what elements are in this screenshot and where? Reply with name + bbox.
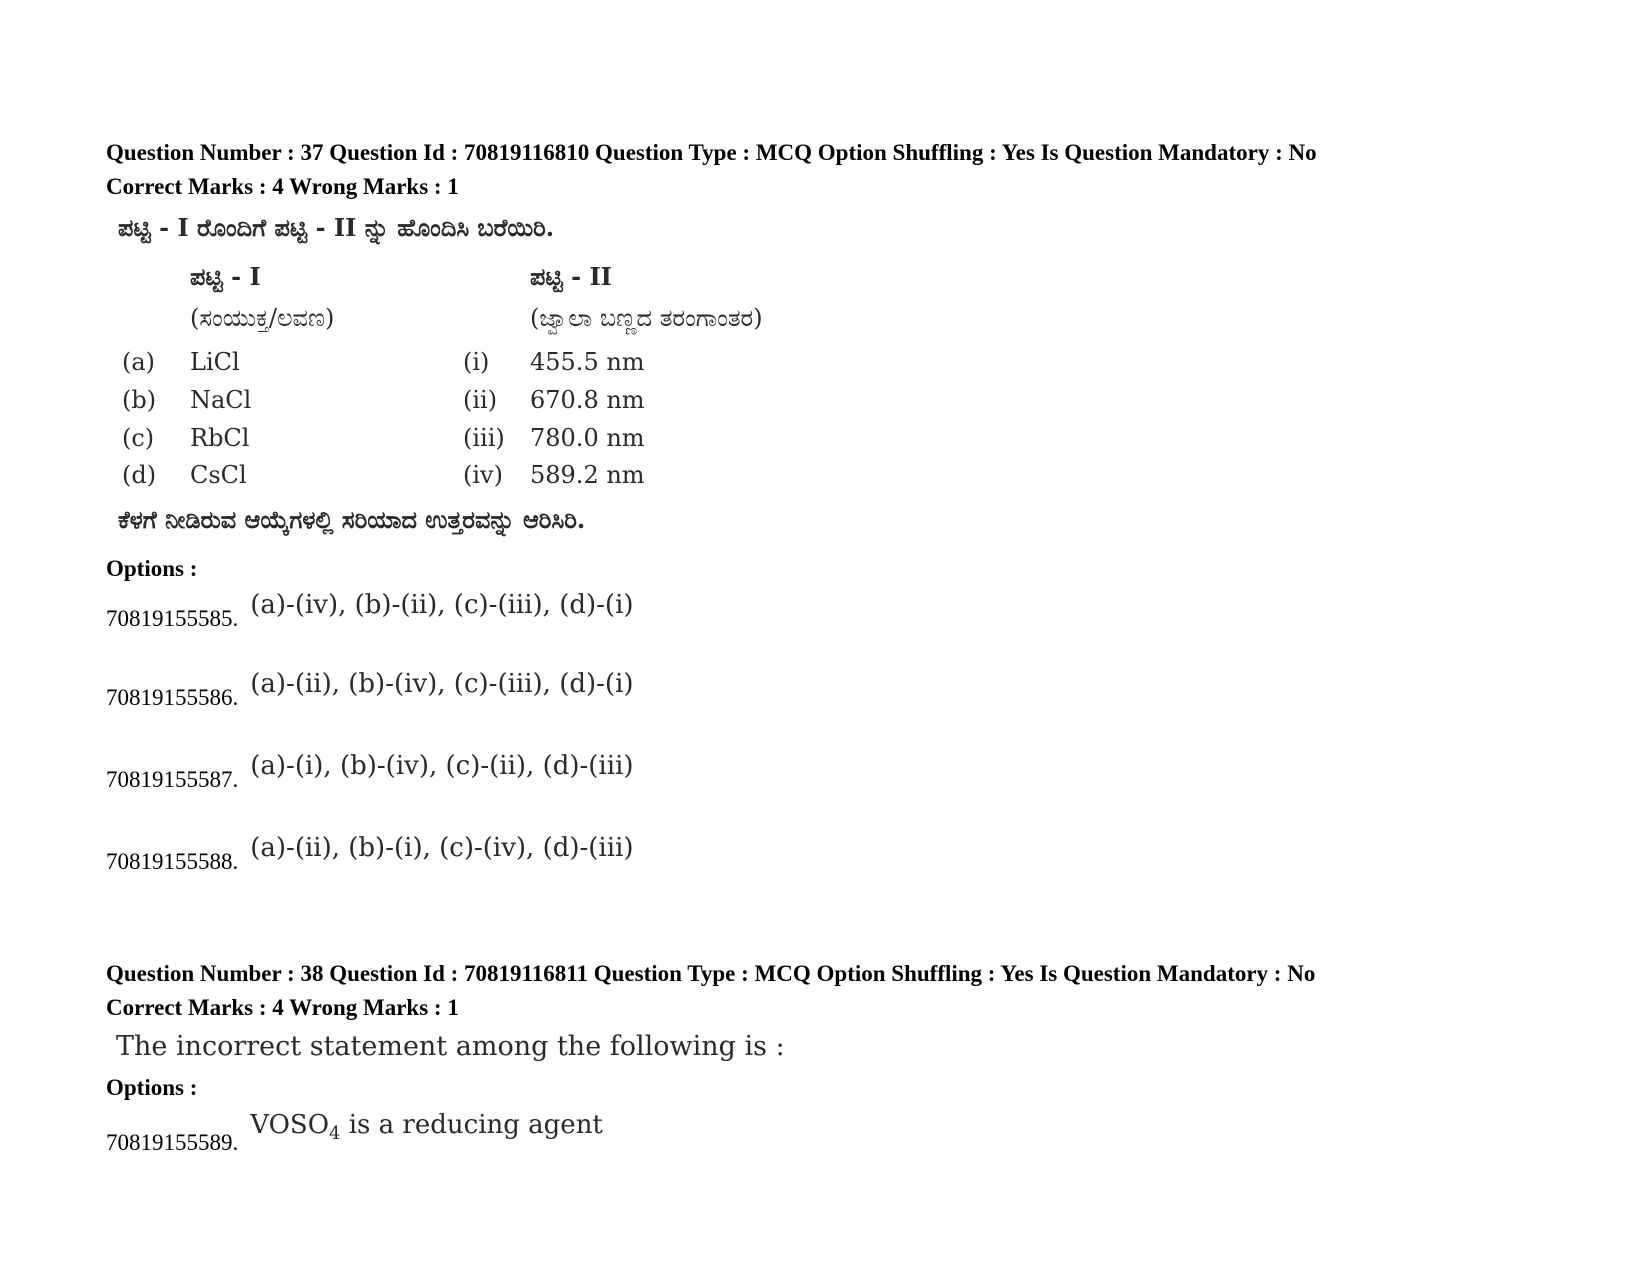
match-row-roman: (iii) bbox=[463, 424, 505, 452]
list2-heading: ಪಟ್ಟಿ - II bbox=[530, 262, 612, 291]
option-item[interactable] bbox=[106, 590, 634, 632]
match-row-compound: NaCl bbox=[190, 386, 252, 414]
option-text-rest: is a reducing agent bbox=[340, 1110, 603, 1140]
option-id: 70819155585. bbox=[106, 606, 239, 631]
question-37-instruction: ಕೆಳಗೆ ನೀಡಿರುವ ಆಯ್ಕೆಗಳಲ್ಲಿ ಸರಿಯಾದ ಉತ್ತರವನ್ನು ಆರಿಸಿರಿ. bbox=[118, 505, 586, 534]
question-38-meta-line1: Question Number : 38 Question Id : 70819116811 Question Type : MCQ Option Shuffling : Yes Is Question Mandatory : No bbox=[106, 961, 1316, 986]
match-row-compound: RbCl bbox=[190, 424, 250, 452]
option-id: 70819155588. bbox=[106, 849, 239, 874]
option-id: 70819155586. bbox=[106, 685, 239, 710]
option-text: (a)-(iv), (b)-(ii), (c)-(iii), (d)-(i) bbox=[250, 590, 634, 620]
option-text: (a)-(ii), (b)-(i), (c)-(iv), (d)-(iii) bbox=[250, 833, 634, 863]
question-37-stem: ಪಟ್ಟಿ - I ರೊಂದಿಗೆ ಪಟ್ಟಿ - II ನ್ನು ಹೊಂದಿಸಿ ಬರೆಯಿರಿ. bbox=[118, 213, 555, 242]
match-row-roman: (i) bbox=[463, 348, 490, 376]
match-row-roman: (ii) bbox=[463, 386, 498, 414]
match-row-label: (d) bbox=[122, 461, 157, 489]
option-item[interactable] bbox=[106, 833, 634, 875]
match-row-roman: (iv) bbox=[463, 461, 503, 489]
option-item[interactable] bbox=[106, 669, 634, 711]
list1-heading: ಪಟ್ಟಿ - I bbox=[190, 262, 261, 291]
option-item[interactable] bbox=[106, 751, 634, 793]
question-38-meta-line2: Correct Marks : 4 Wrong Marks : 1 bbox=[106, 995, 459, 1020]
match-row-wavelength: 670.8 nm bbox=[530, 386, 645, 414]
match-row-wavelength: 780.0 nm bbox=[530, 424, 645, 452]
match-row-label: (a) bbox=[122, 348, 156, 376]
option-id: 70819155587. bbox=[106, 767, 239, 792]
option-id: 70819155589. bbox=[106, 1130, 239, 1156]
match-row-wavelength: 589.2 nm bbox=[530, 461, 645, 489]
match-row-wavelength: 455.5 nm bbox=[530, 348, 645, 376]
list1-subheading: (ಸಂಯುಕ್ತ/ಲವಣ) bbox=[190, 304, 335, 332]
option-text-subscript: 4 bbox=[329, 1123, 341, 1145]
list2-subheading: (ಜ್ವಾಲಾ ಬಣ್ಣದ ತರಂಗಾಂತರ) bbox=[530, 304, 763, 332]
option-text bbox=[250, 1110, 603, 1144]
option-text: (a)-(ii), (b)-(iv), (c)-(iii), (d)-(i) bbox=[250, 669, 634, 699]
question-37-meta-line2: Correct Marks : 4 Wrong Marks : 1 bbox=[106, 174, 459, 199]
question-38-stem: The incorrect statement among the following is : bbox=[116, 1031, 785, 1062]
question-38-options-label: Options : bbox=[106, 1075, 198, 1100]
question-37-meta-line1: Question Number : 37 Question Id : 70819116810 Question Type : MCQ Option Shuffling : Yes Is Question Mandatory : No bbox=[106, 140, 1317, 165]
option-text-formula: VOSO bbox=[250, 1110, 330, 1140]
match-row-label: (c) bbox=[122, 424, 155, 452]
question-37-options-label: Options : bbox=[106, 556, 198, 581]
match-row-compound: CsCl bbox=[190, 461, 247, 489]
match-row-label: (b) bbox=[122, 386, 157, 414]
match-row-compound: LiCl bbox=[190, 348, 240, 376]
option-text: (a)-(i), (b)-(iv), (c)-(ii), (d)-(iii) bbox=[250, 751, 634, 781]
option-item[interactable] bbox=[106, 1110, 603, 1156]
